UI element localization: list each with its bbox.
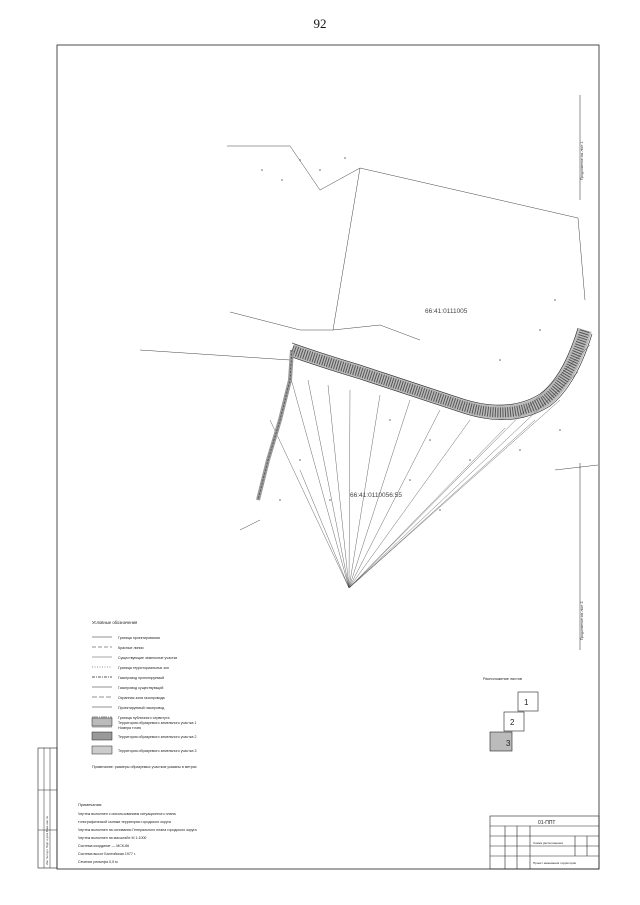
sheet-scheme-3: 3	[506, 739, 511, 748]
legend-item-6: Газопровод существующий	[118, 686, 164, 690]
parcel-boundaries	[140, 146, 598, 530]
side-label-top: Продолжение см. лист 1	[580, 141, 584, 180]
legend-item-10: Номера точек	[118, 726, 142, 730]
legend-hatch-item-3: Территория образуемого земельного участка 3	[118, 749, 197, 753]
legend-note: Примечание: размеры образуемых участков указаны в метрах	[92, 765, 197, 769]
radial-lines	[270, 345, 590, 588]
sheet-frame	[57, 45, 599, 869]
notes-title: Примечания:	[78, 802, 103, 807]
legend-hatch-item-1: Территория образуемого земельного участка 1	[118, 721, 197, 725]
legend-item-3: Существующие земельные участки	[118, 656, 178, 660]
note-2: топографической съемки территории городского округа	[78, 820, 171, 824]
west-spur	[258, 350, 292, 500]
note-5: Система координат — МСК-66	[78, 844, 130, 848]
legend-hatch-1	[92, 718, 112, 726]
legend-title: Условные обозначения	[92, 620, 138, 625]
legend-hatch-item-2: Территория образуемого земельного участка 2	[118, 735, 197, 739]
legend-hatch-3	[92, 746, 112, 754]
sheet-scheme-2: 2	[510, 718, 515, 727]
parcel-north-id: 66:41:0111005	[425, 308, 468, 315]
legend-item-5: Газопровод проектируемый	[118, 676, 165, 680]
note-7: Сечение рельефа 0,5 м	[78, 860, 118, 864]
side-label-bottom: Продолжение см. лист 2	[580, 601, 584, 640]
title-stamp	[490, 816, 599, 869]
note-3: Чертеж выполнен на основании Генерального плана городского округа	[78, 828, 197, 832]
page-number: 92	[313, 16, 327, 31]
legend-item-8: Проектируемый газопровод	[118, 706, 165, 710]
notes	[78, 802, 197, 864]
survey-points	[261, 157, 561, 511]
sheet-scheme	[483, 677, 538, 751]
note-1: Чертеж выполнен с использованием ситуационного плана	[78, 812, 176, 816]
parcel-south-id: 66:41:0110056:55	[350, 492, 402, 499]
sheet-scheme-1: 1	[524, 698, 529, 707]
note-6: Система высот Балтийская 1977 г.	[78, 852, 136, 856]
legend	[92, 620, 197, 769]
legend-item-9: Граница публичного сервитута	[118, 716, 170, 720]
binding-strip-label: Инв. № подл. Подп. и дата Взам. инв. №	[46, 816, 49, 865]
sheet-scheme-title: Расположение листов	[483, 677, 522, 681]
legend-item-4: Граница территориальных зон	[118, 666, 169, 670]
legend-item-7: Охранная зона газопровода	[118, 696, 165, 700]
legend-item-1: Граница проектирования	[118, 636, 160, 640]
legend-hatch-2	[92, 732, 112, 740]
stamp-project: Проект межевания территории	[533, 861, 577, 865]
stamp-code: 01-ППТ	[538, 820, 556, 826]
stamp-sheet-name: Схема расположения	[533, 841, 563, 845]
road-corridor	[292, 328, 592, 420]
legend-item-2: Красные линии	[118, 646, 144, 650]
note-4: Чертеж выполнен на масштабе М 1:1000	[78, 836, 147, 840]
